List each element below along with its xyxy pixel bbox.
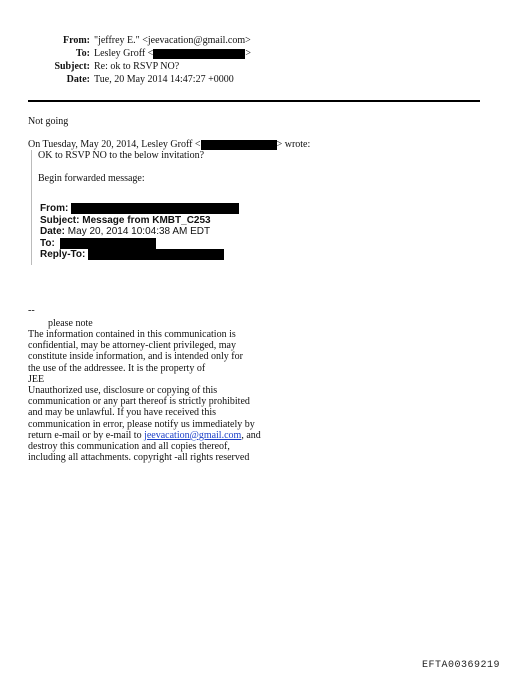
redaction-box (60, 238, 156, 249)
redaction-box (153, 49, 245, 59)
fwd-replyto-row (40, 249, 300, 261)
disclaimer-email-line (28, 430, 288, 441)
redaction-box (201, 140, 277, 150)
fwd-from-label: From: (40, 203, 69, 215)
email-line-suffix: , and (241, 429, 261, 441)
forwarded-header (40, 203, 300, 261)
please-note: please note (48, 318, 93, 329)
email-header (12, 35, 312, 91)
disclaimer-line: communication in error, please notify us immediately by (28, 418, 255, 430)
date-value: Tue, 20 May 2014 14:47:27 +0000 (94, 74, 234, 85)
header-date-row (12, 74, 312, 86)
header-subject-row (12, 61, 312, 73)
signature-dashes: -- (28, 305, 35, 316)
disclaimer-line: JEE (28, 373, 45, 385)
redaction-box (88, 249, 224, 260)
fwd-from-row (40, 203, 300, 215)
subject-label: Subject: (54, 61, 90, 72)
to-value (94, 48, 251, 60)
to-prefix: Lesley Groff < (94, 48, 154, 59)
email-line-prefix: return e-mail or by e-mail to (28, 429, 145, 441)
from-value: "jeffrey E." <jeevacation@gmail.com> (94, 35, 251, 46)
to-suffix: > (245, 48, 251, 59)
header-to-row (12, 48, 312, 60)
disclaimer-line: including all attachments. copyright -all rights reserved (28, 452, 250, 464)
disclaimer-line: confidential, may be attorney-client privileged, may (28, 340, 236, 352)
quote-attribution (28, 139, 310, 150)
redaction-box (71, 203, 239, 214)
fwd-date-label: Date: (40, 226, 66, 238)
header-from-row (12, 35, 312, 47)
date-label: Date: (66, 74, 90, 85)
quote-suffix: > wrote: (276, 139, 311, 150)
email-link[interactable]: jeevacation@gmail.com (144, 429, 242, 441)
disclaimer-line: constitute inside information, and is intended only for (28, 351, 243, 363)
quote-bar (31, 150, 32, 265)
disclaimer-line: the use of the addressee. It is the property of (28, 362, 206, 374)
quote-prefix: On Tuesday, May 20, 2014, Lesley Groff < (28, 139, 201, 150)
fwd-subject-label: Subject: (40, 214, 80, 226)
reply-text: Not going (28, 116, 69, 127)
fwd-to-row (40, 238, 300, 250)
subject-value: Re: ok to RSVP NO? (94, 61, 180, 72)
bates-number: EFTA00369219 (421, 660, 500, 671)
fwd-date-row (40, 226, 300, 238)
fwd-to-label: To: (40, 237, 55, 249)
to-label: To: (75, 48, 90, 59)
question-text: OK to RSVP NO to the below invitation? (38, 150, 205, 161)
fwd-replyto-label: Reply-To: (40, 249, 86, 261)
from-label: From: (62, 35, 90, 46)
fwd-subject-value: Message from KMBT_C253 (82, 214, 211, 226)
disclaimer-line: The information contained in this communication is (28, 329, 236, 340)
disclaimer-line: communication or any part thereof is strictly prohibited (28, 396, 250, 408)
begin-forwarded-text: Begin forwarded message: (38, 173, 145, 184)
fwd-date-value: May 20, 2014 10:04:38 AM EDT (67, 226, 211, 238)
disclaimer-line: destroy this communication and all copies thereof, (28, 441, 230, 453)
disclaimer-line: and may be unlawful. If you have received this (28, 407, 216, 419)
disclaimer (28, 329, 288, 463)
header-divider (28, 100, 480, 102)
fwd-subject-row (40, 215, 300, 227)
disclaimer-line: Unauthorized use, disclosure or copying of this (28, 385, 218, 397)
